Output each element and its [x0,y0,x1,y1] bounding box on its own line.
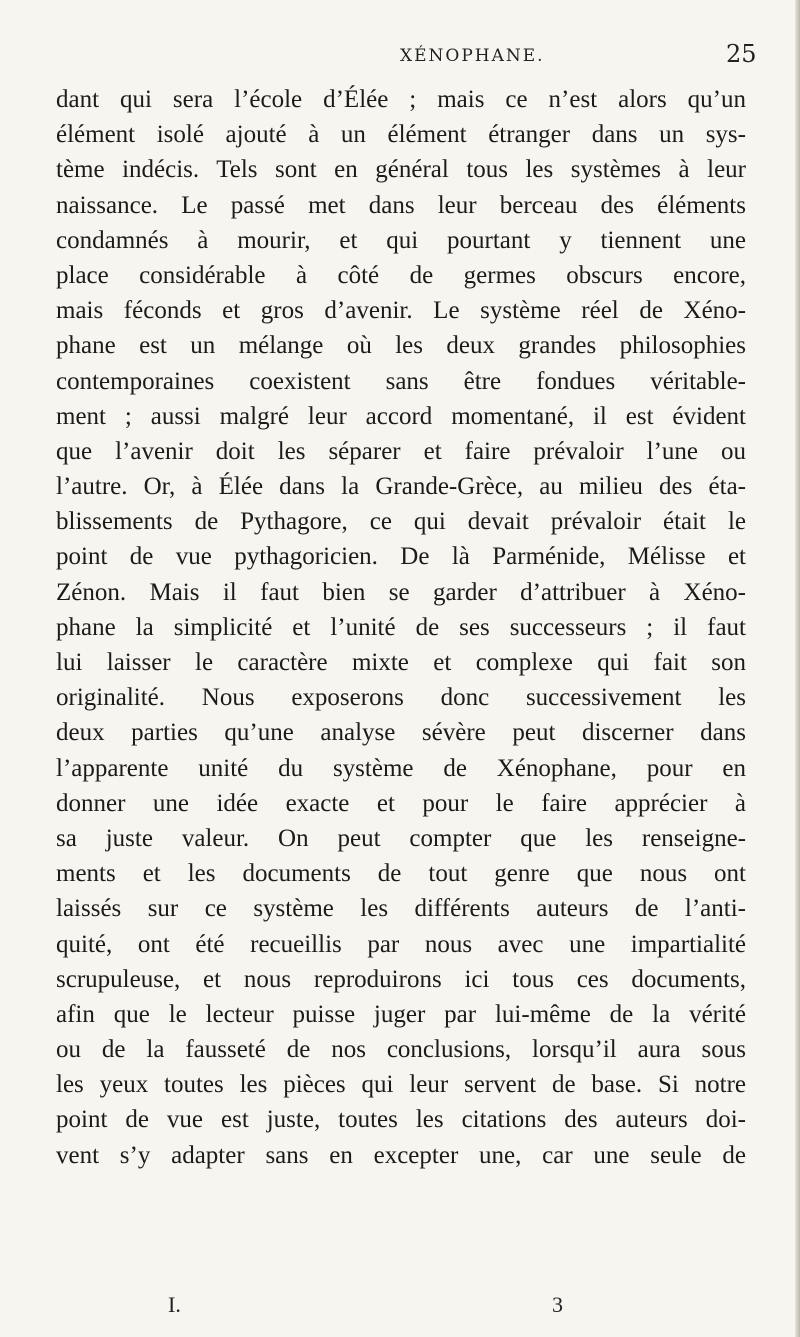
text-line: afin que le lecteur puisse juger par lui-même de la vérité [56,1000,746,1028]
text-line: phane la simplicité et l’unité de ses successeurs ; il faut [56,613,746,641]
text-line: deux parties qu’une analyse sévère peut discerner dans [56,719,746,747]
text-line: scrupuleuse, et nous reproduirons ici tous ces documents, [56,965,746,993]
text-line: point de vue est juste, toutes les citations des auteurs doi- [56,1106,746,1134]
signature-mark: I. [168,1292,181,1317]
text-line: mais féconds et gros d’avenir. Le système réel de Xéno- [56,297,746,325]
text-line: quité, ont été recueillis par nous avec une impartialité [56,930,746,958]
text-line: que l’avenir doit les séparer et faire prévaloir l’une ou [56,437,746,465]
text-line: phane est un mélange où les deux grandes philosophies [56,332,746,360]
text-line: place considérable à côté de germes obscurs encore, [56,261,746,289]
text-line: contemporaines coexistent sans être fondues véritable- [56,367,746,395]
body-text [56,82,746,1173]
sheet-number: 3 [552,1292,563,1317]
text-line: naissance. Le passé met dans leur berceau des éléments [56,191,746,219]
text-line: l’apparente unité du système de Xénophane, pour en [56,754,746,782]
text-line: tème indécis. Tels sont en général tous les systèmes à leur [56,156,746,184]
text-line: point de vue pythagoricien. De là Parménide, Mélisse et [56,543,746,571]
text-line: lui laisser le caractère mixte et complexe qui fait son [56,649,746,676]
text-line: dant qui sera l’école d’Élée ; mais ce n’est alors qu’un [56,86,746,113]
text-line: sa juste valeur. On peut compter que les renseigne- [56,824,746,852]
running-title: XÉNOPHANE. [400,46,545,66]
text-line: élément isolé ajouté à un élément étranger dans un sys- [56,121,746,149]
page-edge [795,0,800,1337]
text-line: ments et les documents de tout genre que nous ont [56,860,746,888]
text-line: ment ; aussi malgré leur accord momentané, il est évident [56,402,746,430]
text-line: originalité. Nous exposerons donc successivement les [56,684,746,712]
text-line: donner une idée exacte et pour le faire apprécier à [56,789,746,817]
text-line: laissés sur ce système les différents auteurs de l’anti- [56,895,746,923]
text-line: les yeux toutes les pièces qui leur servent de base. Si notre [56,1071,746,1099]
text-line: l’autre. Or, à Élée dans la Grande-Grèce, au milieu des éta- [56,473,746,501]
page-number: 25 [726,40,757,68]
text-line: Zénon. Mais il faut bien se garder d’attribuer à Xéno- [56,578,746,606]
text-line: condamnés à mourir, et qui pourtant y tiennent une [56,226,746,254]
text-line: vent s’y adapter sans en excepter une, car une seule de [56,1141,746,1169]
text-line: blissements de Pythagore, ce qui devait prévaloir était le [56,508,746,536]
text-line: ou de la fausseté de nos conclusions, lorsqu’il aura sous [56,1036,746,1064]
